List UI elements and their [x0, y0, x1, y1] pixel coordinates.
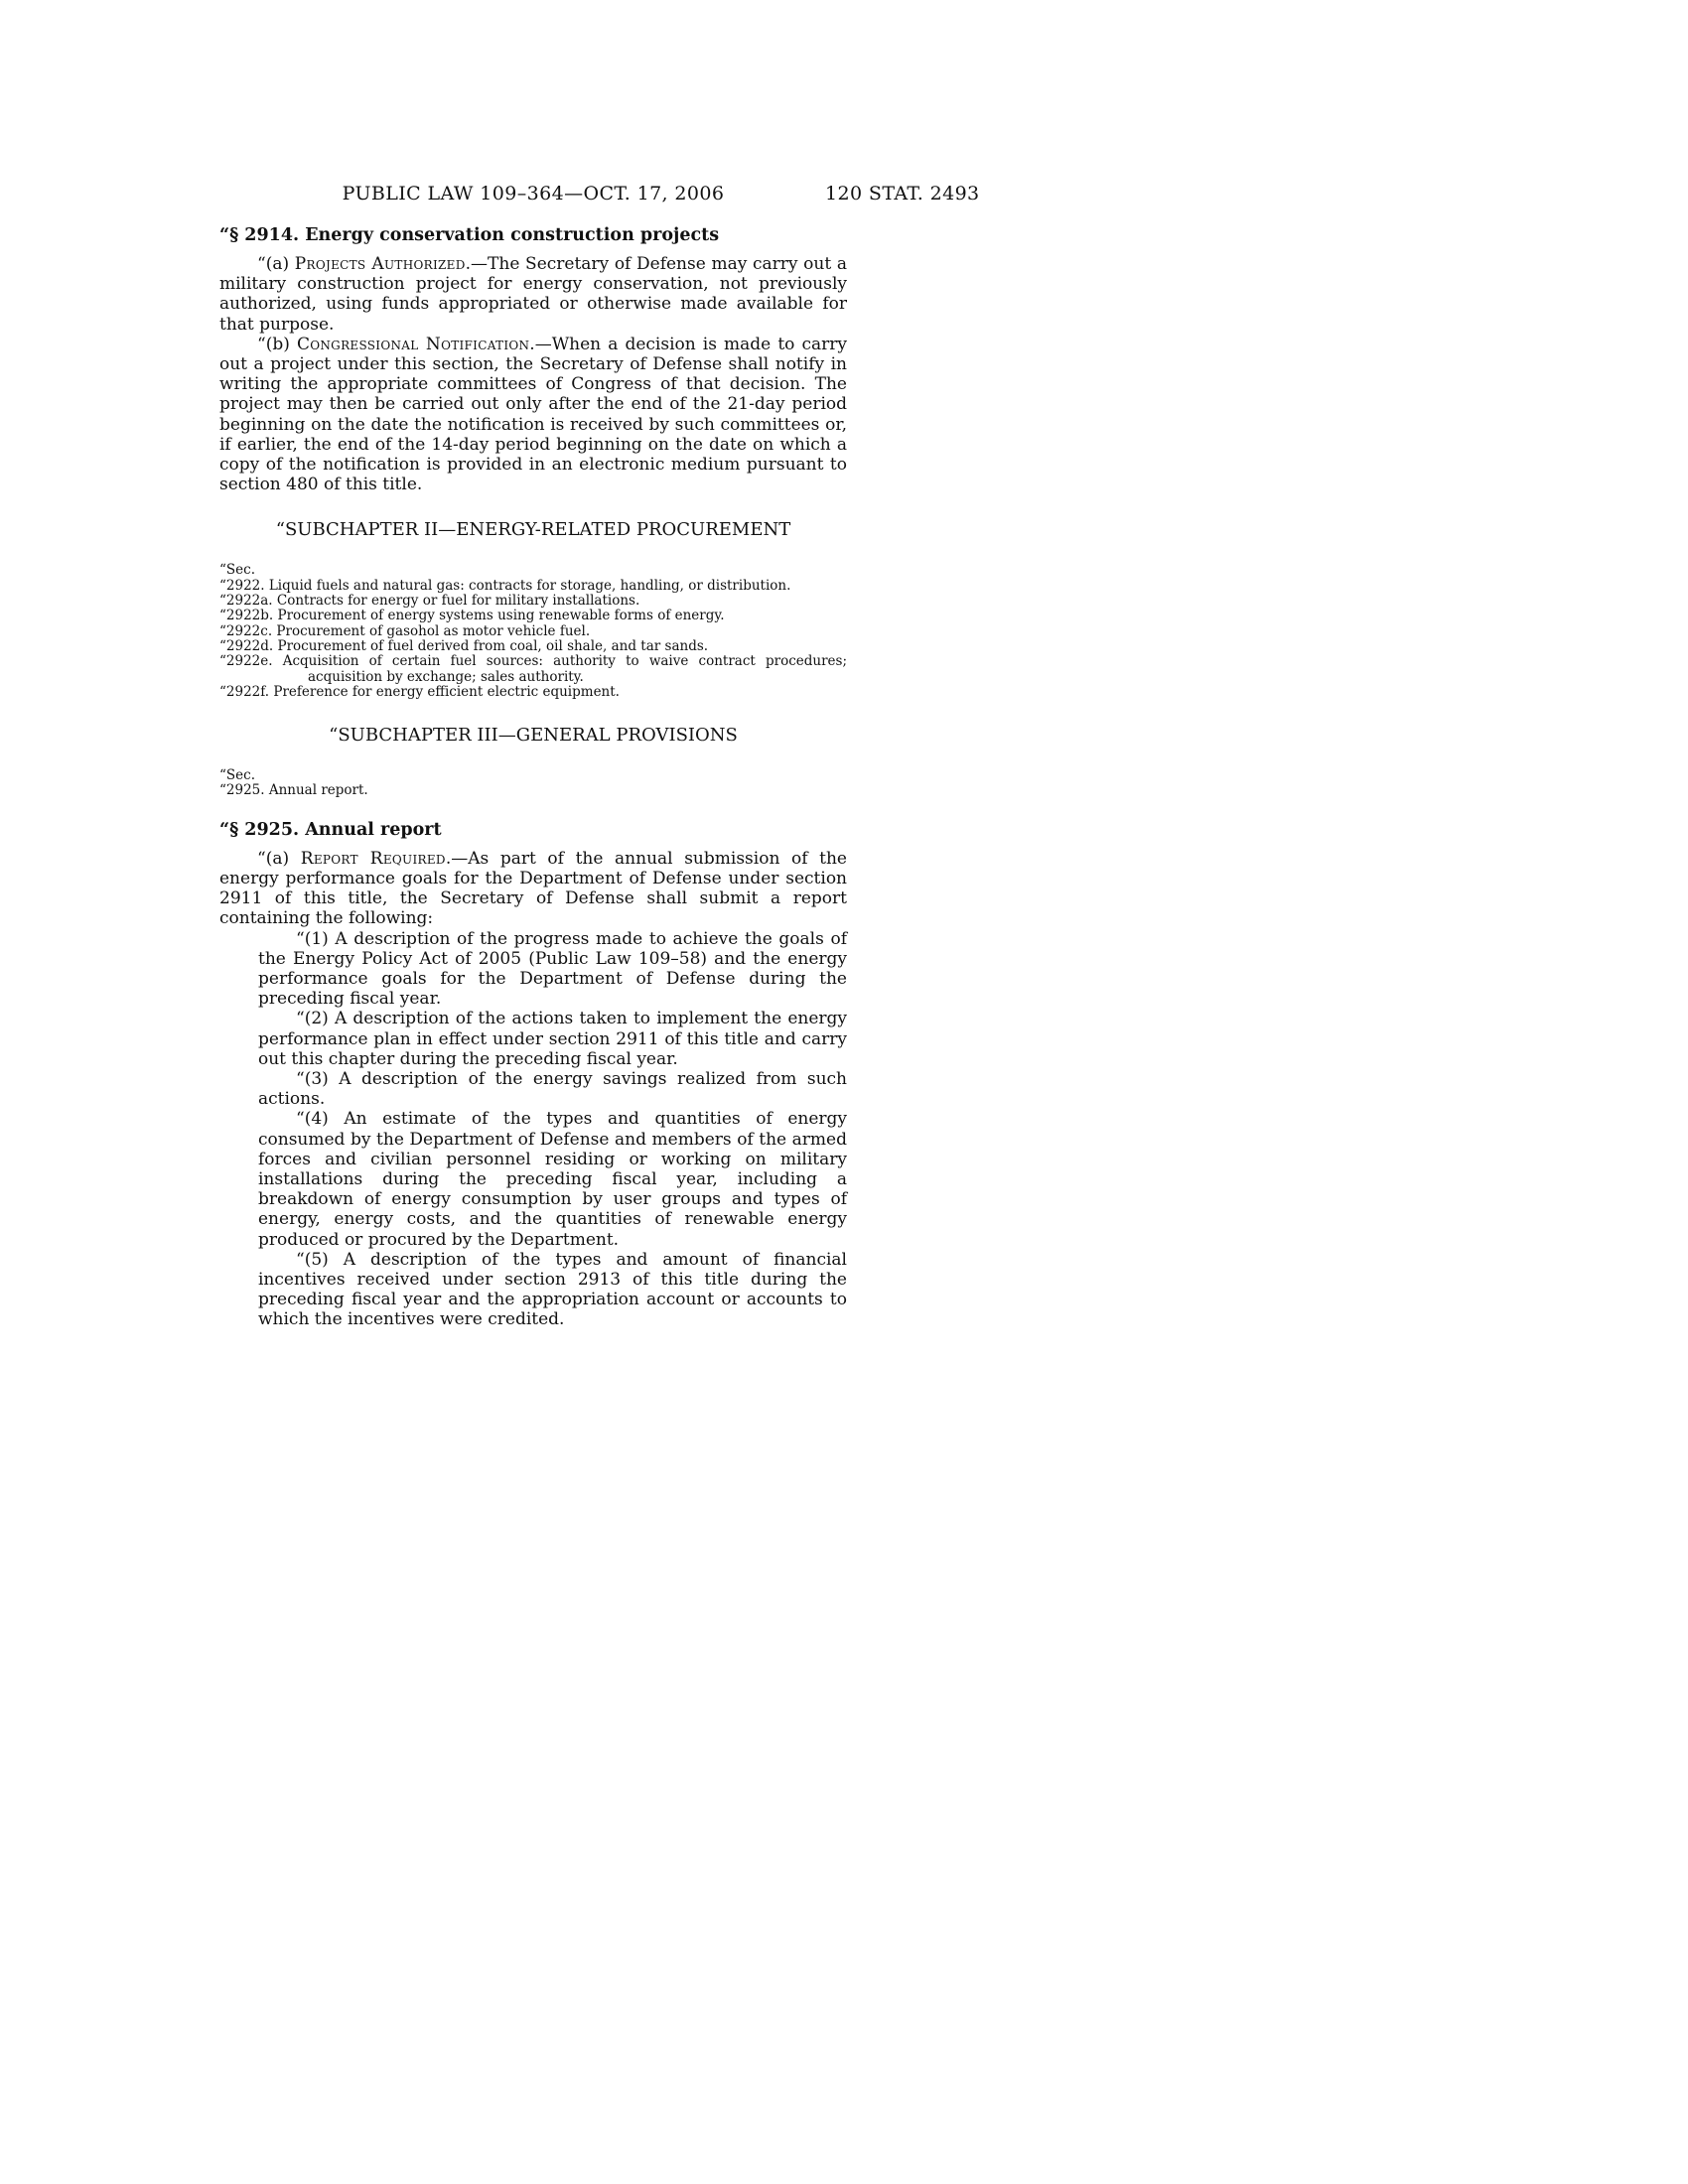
statute-body-column — [219, 224, 847, 1330]
section-2914-heading: “§ 2914. Energy conservation construction projects — [219, 225, 720, 245]
subchapter-ii-section-list — [219, 563, 847, 700]
subchapter-iii-heading: “SUBCHAPTER III—GENERAL PROVISIONS — [329, 725, 738, 747]
sec-list-entry: “2922b. Procurement of energy systems using renewable forms of energy. — [219, 608, 725, 624]
sec-list-entry: “2922a. Contracts for energy or fuel for military installations. — [219, 593, 640, 610]
paragraph-lead: “(a) — [257, 848, 301, 869]
paragraph-smallcaps-label: Congressional Notification — [296, 334, 530, 354]
section-2925-item-5: “(5) A description of the types and amount of financial incentives received under section 2913 of this title during the preceding fiscal year and the appropriation account or accounts to which the incentives were credited. — [258, 1249, 847, 1330]
section-2925-item-1: “(1) A description of the progress made to achieve the goals of the Energy Policy Act of 2005 (Public Law 109–58) and the energy performance goals for the Department of Defense during the preceding fiscal year. — [258, 928, 847, 1010]
section-2925-item-4: “(4) An estimate of the types and quantities of energy consumed by the Department of Defense and members of the armed forces and civilian personnel residing or working on military installations during the preceding fiscal year, including a breakdown of energy consumption by user groups and types of energy, energy costs, and the quantities of renewable energy produced or procured by the Department. — [258, 1109, 847, 1250]
sec-list-entry: “2922. Liquid fuels and natural gas: contracts for storage, handling, or distribution. — [219, 577, 791, 594]
paragraph-text: .—As part of the annual submission of the energy performance goals for the Department of Defense under section 2911 of this title, the Secretary of Defense shall submit a report containing the following: — [219, 848, 847, 929]
section-2925-heading: “§ 2925. Annual report — [219, 819, 442, 840]
sec-list-entry: “2922e. Acquisition of certain fuel sources: authority to waive contract procedures; acquisition by exchange; sales authority. — [219, 653, 847, 685]
paragraph-text: .—When a decision is made to carry out a project under this section, the Secretary of Defense shall notify in writing the appropriate committees of Congress of that decision. The project may then be carried out only after the end of the 21-day period beginning on the date the notification is received by such committees or, if earlier, the end of the 14-day period beginning on the date on which a copy of the notification is provided in an electronic medium pursuant to section 480 of this title. — [219, 334, 847, 495]
subchapter-ii-heading: “SUBCHAPTER II—ENERGY-RELATED PROCUREMENT — [275, 519, 791, 541]
section-2914-paragraph-b — [219, 335, 847, 495]
sec-list-entry: “2922d. Procurement of fuel derived from coal, oil shale, and tar sands. — [219, 637, 709, 654]
sec-list-entry: “2922c. Procurement of gasohol as motor vehicle fuel. — [219, 622, 591, 639]
section-2925-item-2: “(2) A description of the actions taken to implement the energy performance plan in effect under section 2911 of this title and carry out this chapter during the preceding fiscal year. — [258, 1009, 847, 1069]
subchapter-iii-section-list — [219, 768, 847, 799]
paragraph-text: .—The Secretary of Defense may carry out a military construction project for energy conservation, not previously authorized, using funds appropriated or otherwise made available for that purpose. — [219, 254, 847, 335]
running-head-stat-number: 120 STAT. 2493 — [825, 183, 980, 205]
section-2914-paragraph-a — [219, 254, 847, 335]
paragraph-lead: “(b) — [257, 334, 297, 354]
sec-list-label: “Sec. — [219, 767, 255, 784]
sec-list-entry: “2922f. Preference for energy efficient electric equipment. — [219, 683, 620, 700]
running-head-law-title: PUBLIC LAW 109–364—OCT. 17, 2006 — [342, 183, 725, 205]
paragraph-smallcaps-label: Report Required — [300, 848, 446, 869]
paragraph-smallcaps-label: Projects Authorized — [294, 254, 466, 274]
paragraph-lead: “(a) — [257, 254, 295, 274]
sec-list-entry: “2925. Annual report. — [219, 782, 368, 799]
sec-list-label: “Sec. — [219, 562, 255, 579]
section-2925-item-3: “(3) A description of the energy savings realized from such actions. — [258, 1068, 847, 1110]
section-2925-paragraph-a — [219, 849, 847, 929]
